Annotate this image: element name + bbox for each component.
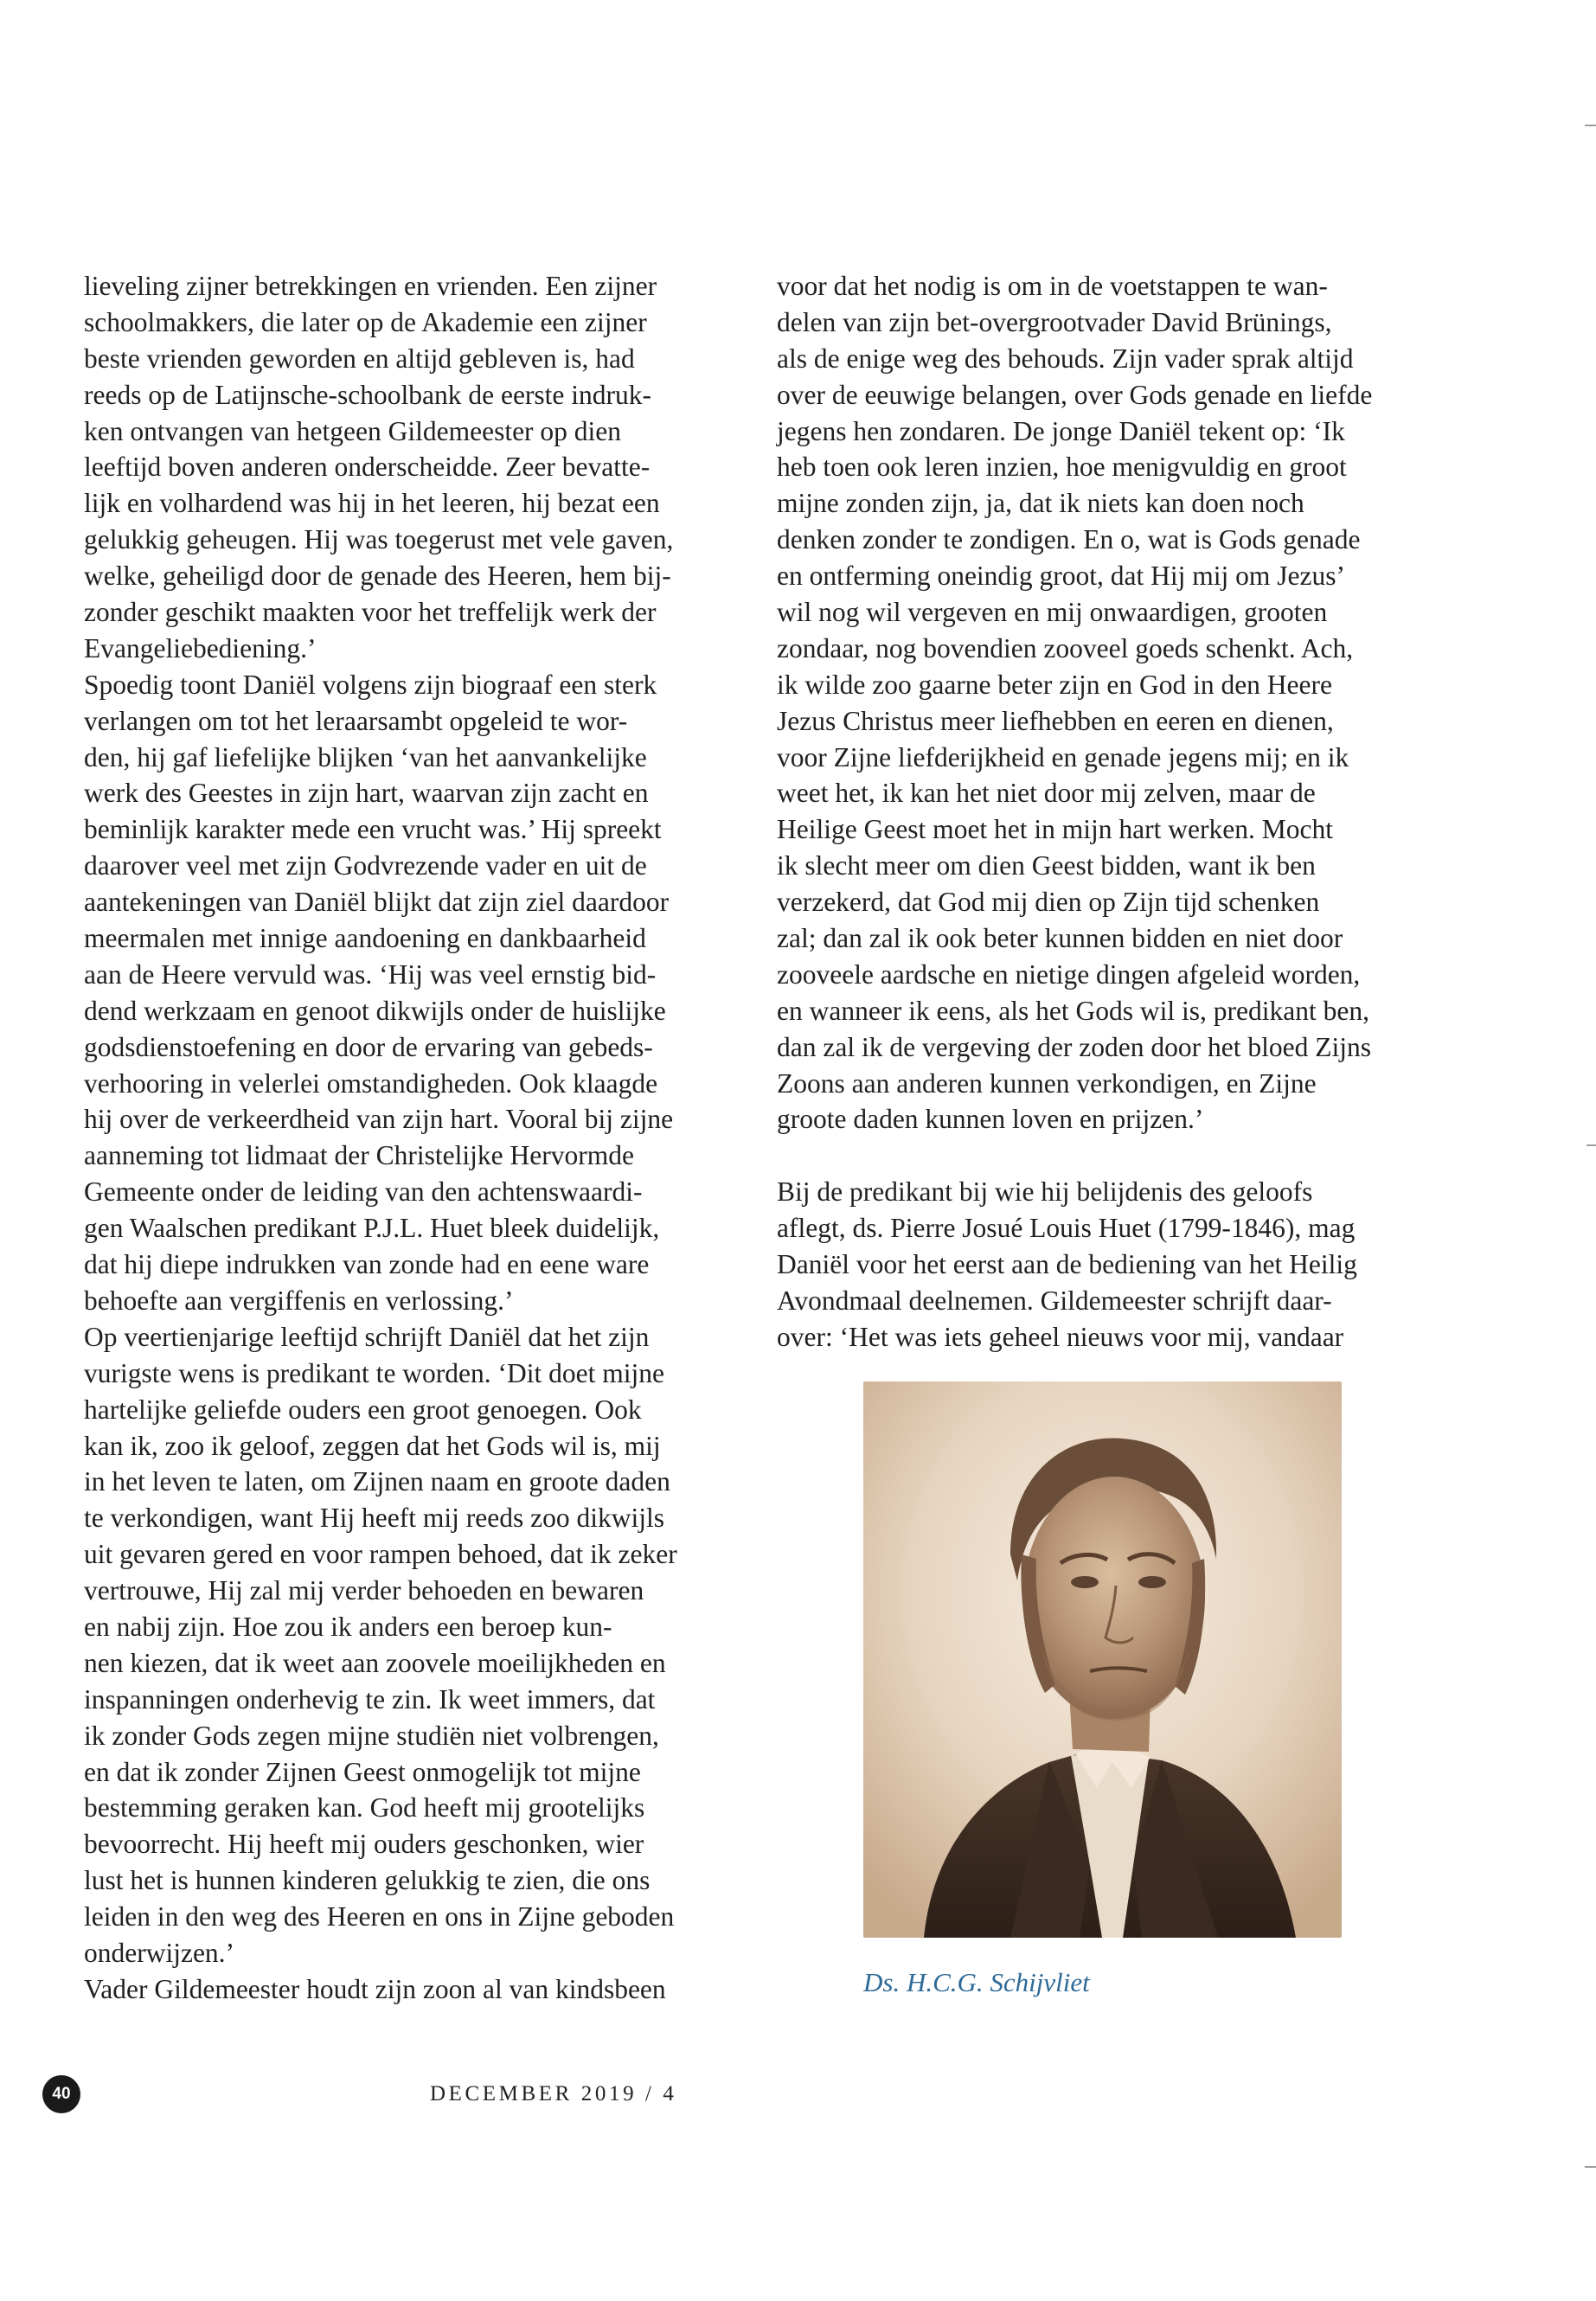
text-line: werk des Geestes in zijn hart, waarvan zijn zacht en (84, 778, 649, 809)
text-line: en ontferming oneindig groot, dat Hij mij om Jezus’ (777, 561, 1346, 592)
text-line: inspanningen onderhevig te zin. Ik weet immers, dat (84, 1683, 656, 1715)
text-line: uit gevaren gered en voor rampen behoed, dat ik zeker (84, 1539, 677, 1570)
text-line: denken zonder te zondigen. En o, wat is Gods genade (777, 524, 1361, 555)
text-line: meermalen met innige aandoening en dankbaarheid (84, 923, 646, 954)
text-line: voor dat het nodig is om in de voetstappen te wan- (777, 271, 1328, 301)
text-line: over: ‘Het was iets geheel nieuws voor mij, vandaar (777, 1321, 1344, 1352)
text-line: leiden in den weg des Heeren en ons in Zijne geboden (84, 1901, 675, 1932)
text-line: aan de Heere vervuld was. ‘Hij was veel ernstig bid- (84, 958, 657, 990)
text-line: aflegt, ds. Pierre Josué Louis Huet (1799-1846), mag (777, 1213, 1356, 1244)
text-line: delen van zijn bet-overgrootvader David Brünings, (777, 306, 1332, 337)
text-line: groote daden kunnen loven en prijzen.’ (777, 1104, 1204, 1135)
text-line: Evangeliebediening.’ (84, 632, 317, 663)
text-line: onderwijzen.’ (84, 1937, 235, 1968)
text-line: hij over de verkeerdheid van zijn hart. Vooral bij zijne (84, 1104, 674, 1135)
text-line: dend werkzaam en genoot dikwijls onder de huislijke (84, 995, 666, 1026)
text-line: schoolmakkers, die later op de Akademie een zijner (84, 306, 647, 337)
text-line: Spoedig toont Daniël volgens zijn biograaf een sterk (84, 669, 657, 700)
text-line: en wanneer ik eens, als het Gods wil is, predikant ben, (777, 995, 1369, 1026)
text-line: leeftijd boven anderen onderscheidde. Zeer bevatte- (84, 452, 651, 483)
text-line: verlangen om tot het leraarsambt opgeleid te wor- (84, 705, 628, 736)
right-text-column (777, 268, 1434, 1356)
text-line: beste vrienden geworden en altijd gebleven is, had (84, 343, 635, 374)
photo-caption: Ds. H.C.G. Schijvliet (863, 1967, 1090, 1997)
crop-mark (1585, 2166, 1596, 2168)
left-text-column (84, 268, 741, 2008)
paragraph-gap (777, 1138, 1434, 1174)
text-line: in het leven te laten, om Zijnen naam en groote daden (84, 1466, 670, 1497)
text-line: ken ontvangen van hetgeen Gildemeester op dien (84, 415, 622, 446)
text-line: verhooring in velerlei omstandigheden. Ook klaagde (84, 1067, 658, 1099)
text-line: ik wilde zoo gaarne beter zijn en God in den Heere (777, 669, 1332, 700)
text-line: zooveele aardsche en nietige dingen afgeleid worden, (777, 958, 1361, 990)
text-line: bestemming geraken kan. God heeft mij grootelijks (84, 1792, 645, 1823)
text-line: lijk en volhardend was hij in het leeren, hij bezat een (84, 488, 660, 519)
issue-label: DECEMBER 2019 / 4 (430, 2082, 677, 2106)
text-line: te verkondigen, want Hij heeft mij reeds zoo dikwijls (84, 1503, 664, 1534)
portrait-photo (863, 1381, 1342, 1938)
text-line: en nabij zijn. Hoe zou ik anders een beroep kun- (84, 1611, 612, 1642)
text-line: nen kiezen, dat ik weet aan zoovele moeilijkheden en (84, 1647, 666, 1678)
text-line: als de enige weg des behouds. Zijn vader sprak altijd (777, 343, 1354, 374)
crop-mark (1586, 1144, 1596, 1146)
text-line: mijne zonden zijn, ja, dat ik niets kan doen noch (777, 488, 1304, 519)
text-line: zondaar, nog bovendien zooveel goeds schenkt. Ach, (777, 632, 1354, 663)
text-line: jegens hen zondaren. De jonge Daniël tekent op: ‘Ik (777, 415, 1345, 446)
text-line: over de eeuwige belangen, over Gods genade en liefde (777, 379, 1373, 410)
text-line: voor Zijne liefderijkheid en genade jegens mij; en ik (777, 741, 1349, 772)
text-line: Gemeente onder de leiding van den achtenswaardi- (84, 1176, 643, 1208)
text-line: gelukkig geheugen. Hij was toegerust met vele gaven, (84, 524, 674, 555)
page-number-badge: 40 (42, 2075, 80, 2113)
text-line: Zoons aan anderen kunnen verkondigen, en Zijne (777, 1067, 1317, 1099)
text-line: Avondmaal deelnemen. Gildemeester schrijft daar- (777, 1285, 1332, 1316)
text-line: heb toen ook leren inzien, hoe menigvuldig en groot (777, 452, 1347, 483)
text-line: reeds op de Latijnsche-schoolbank de eerste indruk- (84, 379, 652, 410)
text-line: dat hij diepe indrukken van zonde had en eene ware (84, 1249, 650, 1280)
portrait-image (863, 1381, 1342, 1938)
text-line: wil nog wil vergeven en mij onwaardigen, grooten (777, 597, 1328, 628)
text-line: ik slecht meer om dien Geest bidden, want ik ben (777, 850, 1316, 881)
text-line: aanneming tot lidmaat der Christelijke Hervormde (84, 1140, 634, 1171)
text-line: lust het is hunnen kinderen gelukkig te zien, die ons (84, 1865, 651, 1896)
text-line: daarover veel met zijn Godvrezende vader en uit de (84, 850, 647, 881)
crop-mark (1585, 125, 1596, 126)
text-line: en dat ik zonder Zijnen Geest onmogelijk tot mijne (84, 1756, 641, 1787)
text-line: weet het, ik kan het niet door mij zelven, maar de (777, 778, 1316, 809)
text-line: lieveling zijner betrekkingen en vrienden. Een zijner (84, 271, 657, 301)
text-line: Vader Gildemeester houdt zijn zoon al van kindsbeen (84, 1973, 666, 2004)
text-line: Jezus Christus meer liefhebben en eeren en dienen, (777, 705, 1334, 736)
text-line: aantekeningen van Daniël blijkt dat zijn ziel daardoor (84, 887, 670, 918)
text-line: Heilige Geest moet het in mijn hart werken. Mocht (777, 814, 1333, 845)
text-line: dan zal ik de vergeving der zoden door het bloed Zijns (777, 1031, 1371, 1062)
text-line: Op veertienjarige leeftijd schrijft Daniël dat het zijn (84, 1321, 650, 1352)
text-line: behoefte aan vergiffenis en verlossing.’ (84, 1285, 514, 1316)
text-line: vurigste wens is predikant te worden. ‘Dit doet mijne (84, 1357, 664, 1388)
text-line: ik zonder Gods zegen mijne studiën niet volbrengen, (84, 1720, 659, 1751)
text-line: beminlijk karakter mede een vrucht was.’ Hij spreekt (84, 814, 662, 845)
text-line: den, hij gaf liefelijke blijken ‘van het aanvankelijke (84, 741, 647, 772)
text-line: gen Waalschen predikant P.J.L. Huet bleek duidelijk, (84, 1213, 660, 1244)
text-line: welke, geheiligd door de genade des Heeren, hem bij- (84, 561, 671, 592)
text-line: kan ik, zoo ik geloof, zeggen dat het Gods wil is, mij (84, 1430, 661, 1461)
text-line: zonder geschikt maakten voor het treffelijk werk der (84, 597, 657, 628)
text-line: godsdienstoefening en door de ervaring van gebeds- (84, 1031, 653, 1062)
text-line: verzekerd, dat God mij dien op Zijn tijd schenken (777, 887, 1320, 918)
text-line: Bij de predikant bij wie hij belijdenis des geloofs (777, 1176, 1313, 1208)
text-line: vertrouwe, Hij zal mij verder behoeden en bewaren (84, 1575, 644, 1606)
text-line: Daniël voor het eerst aan de bediening van het Heilig (777, 1249, 1357, 1280)
text-line: zal; dan zal ik ook beter kunnen bidden en niet door (777, 923, 1343, 954)
text-line: hartelijke geliefde ouders een groot genoegen. Ook (84, 1394, 642, 1425)
text-line: bevoorrecht. Hij heeft mij ouders geschonken, wier (84, 1829, 644, 1860)
